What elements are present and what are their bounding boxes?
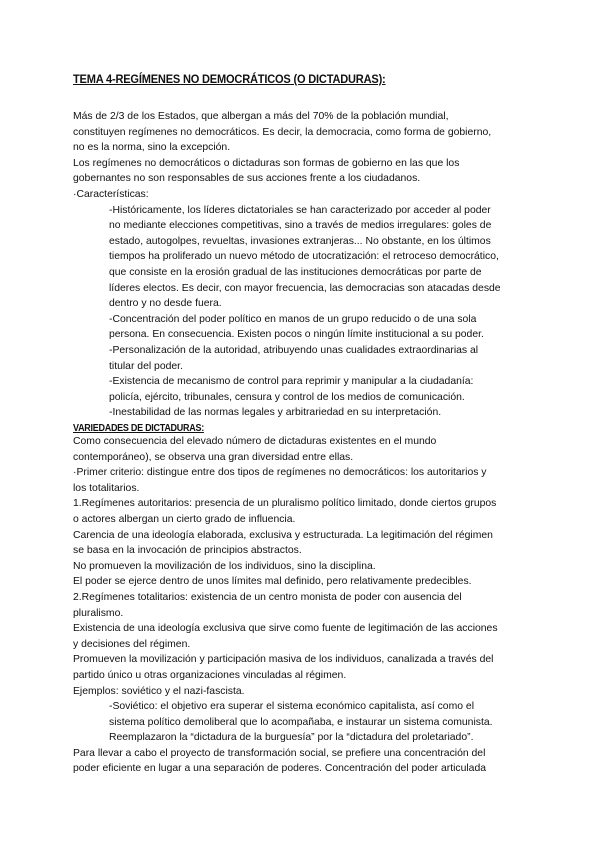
text-line: líderes electos. Es decir, con mayor frecuencia, las democracias son atacadas desde xyxy=(109,282,501,294)
text-line: -Personalización de la autoridad, atribuyendo unas cualidades extraordinarias al xyxy=(109,344,479,356)
text-line: que consiste en la erosión gradual de las instituciones democráticas por parte de xyxy=(109,266,482,278)
document-title: TEMA 4-REGÍMENES NO DEMOCRÁTICOS (O DICTADURAS): xyxy=(73,72,386,86)
text-line: Existencia de una ideología exclusiva que sirve como fuente de legitimación de las acciones xyxy=(73,623,498,635)
text-line: persona. En consecuencia. Existen pocos o ningún límite institucional a su poder. xyxy=(109,329,484,341)
section-title: VARIEDADES DE DICTADURAS: xyxy=(73,423,204,434)
text-line: 2.Regímenes totalitarios: existencia de un centro monista de poder con ausencia del xyxy=(73,591,462,603)
text-line: Los regímenes no democráticos o dictaduras son formas de gobierno en las que los xyxy=(73,157,460,169)
text-line: titular del poder. xyxy=(109,360,183,372)
text-line: Ejemplos: soviético y el nazi-fascista. xyxy=(73,685,245,697)
text-line: poder eficiente en lugar a una separación de poderes. Concentración del poder articulada xyxy=(73,763,487,775)
text-line: tiempos ha proliferado un nuevo método de utocratización: el retroceso democrático, xyxy=(109,251,499,263)
text-line: ·Primer criterio: distingue entre dos tipos de regímenes no democráticos: los autoritarios y xyxy=(73,467,487,479)
text-line: no es la norma, sino la excepción. xyxy=(73,142,231,154)
text-line: ·Características: xyxy=(73,188,149,200)
text-line: Promueven la movilización y participación masiva de los individuos, canalizada a través del xyxy=(73,654,494,666)
text-line: los totalitarios. xyxy=(73,482,140,494)
text-line: Reemplazaron la “dictadura de la burguesía” por la “dictadura del proletariado”. xyxy=(109,732,474,744)
text-line: estado, autogolpes, revueltas, invasiones extranjeras... No obstante, en los últimos xyxy=(109,235,491,247)
text-line: constituyen regímenes no democráticos. Es decir, la democracia, como forma de gobierno, xyxy=(73,126,492,138)
text-line: -Históricamente, los líderes dictatoriales se han caracterizado por acceder al poder xyxy=(109,204,491,216)
text-line: Para llevar a cabo el proyecto de transformación social, se prefiere una concentración del xyxy=(73,747,486,759)
text-line: se basa en la invocación de principios abstractos. xyxy=(73,545,302,557)
text-line: El poder se ejerce dentro de unos límites mal definido, pero relativamente predecibles. xyxy=(73,576,472,588)
intro-text-block xyxy=(73,109,533,421)
text-line: -Existencia de mecanismo de control para reprimir y manipular a la ciudadanía: xyxy=(109,376,474,388)
text-line: -Inestabilidad de las normas legales y arbitrariedad en su interpretación. xyxy=(109,407,442,419)
text-line: -Soviético: el objetivo era superar el sistema económico capitalista, así como el xyxy=(109,701,474,713)
text-line: sistema político demoliberal que lo acompañaba, e instaurar un sistema comunista. xyxy=(109,716,493,728)
text-line: Más de 2/3 de los Estados, que albergan a más del 70% de la población mundial, xyxy=(73,111,449,122)
text-line: y decisiones del régimen. xyxy=(73,638,191,650)
text-line: pluralismo. xyxy=(73,607,124,619)
text-line: No promueven la movilización de los individuos, sino la disciplina. xyxy=(73,560,376,572)
text-line: contemporáneo), se observa una gran diversidad entre ellas. xyxy=(73,451,354,463)
text-line: o actores albergan un cierto grado de influencia. xyxy=(73,513,296,525)
text-line: gobernantes no son responsables de sus acciones frente a los ciudadanos. xyxy=(73,173,421,185)
text-line: Como consecuencia del elevado número de dictaduras existentes en el mundo xyxy=(73,436,437,447)
text-line: dentro y no desde fuera. xyxy=(109,298,222,310)
text-line: policía, ejército, tribunales, censura y control de los medios de comunicación. xyxy=(109,391,465,403)
text-line: partido único u otras organizaciones vinculadas al régimen. xyxy=(73,669,347,681)
text-line: no mediante elecciones competitivas, sino a través de medios irregulares: goles de xyxy=(109,220,492,232)
section-text-block xyxy=(73,434,533,777)
text-line: 1.Regímenes autoritarios: presencia de un pluralismo político limitado, donde ciertos grupos xyxy=(73,498,497,510)
text-line: -Concentración del poder político en manos de un grupo reducido o de una sola xyxy=(109,313,477,325)
text-line: Carencia de una ideología elaborada, exclusiva y estructurada. La legitimación del régimen xyxy=(73,529,493,541)
